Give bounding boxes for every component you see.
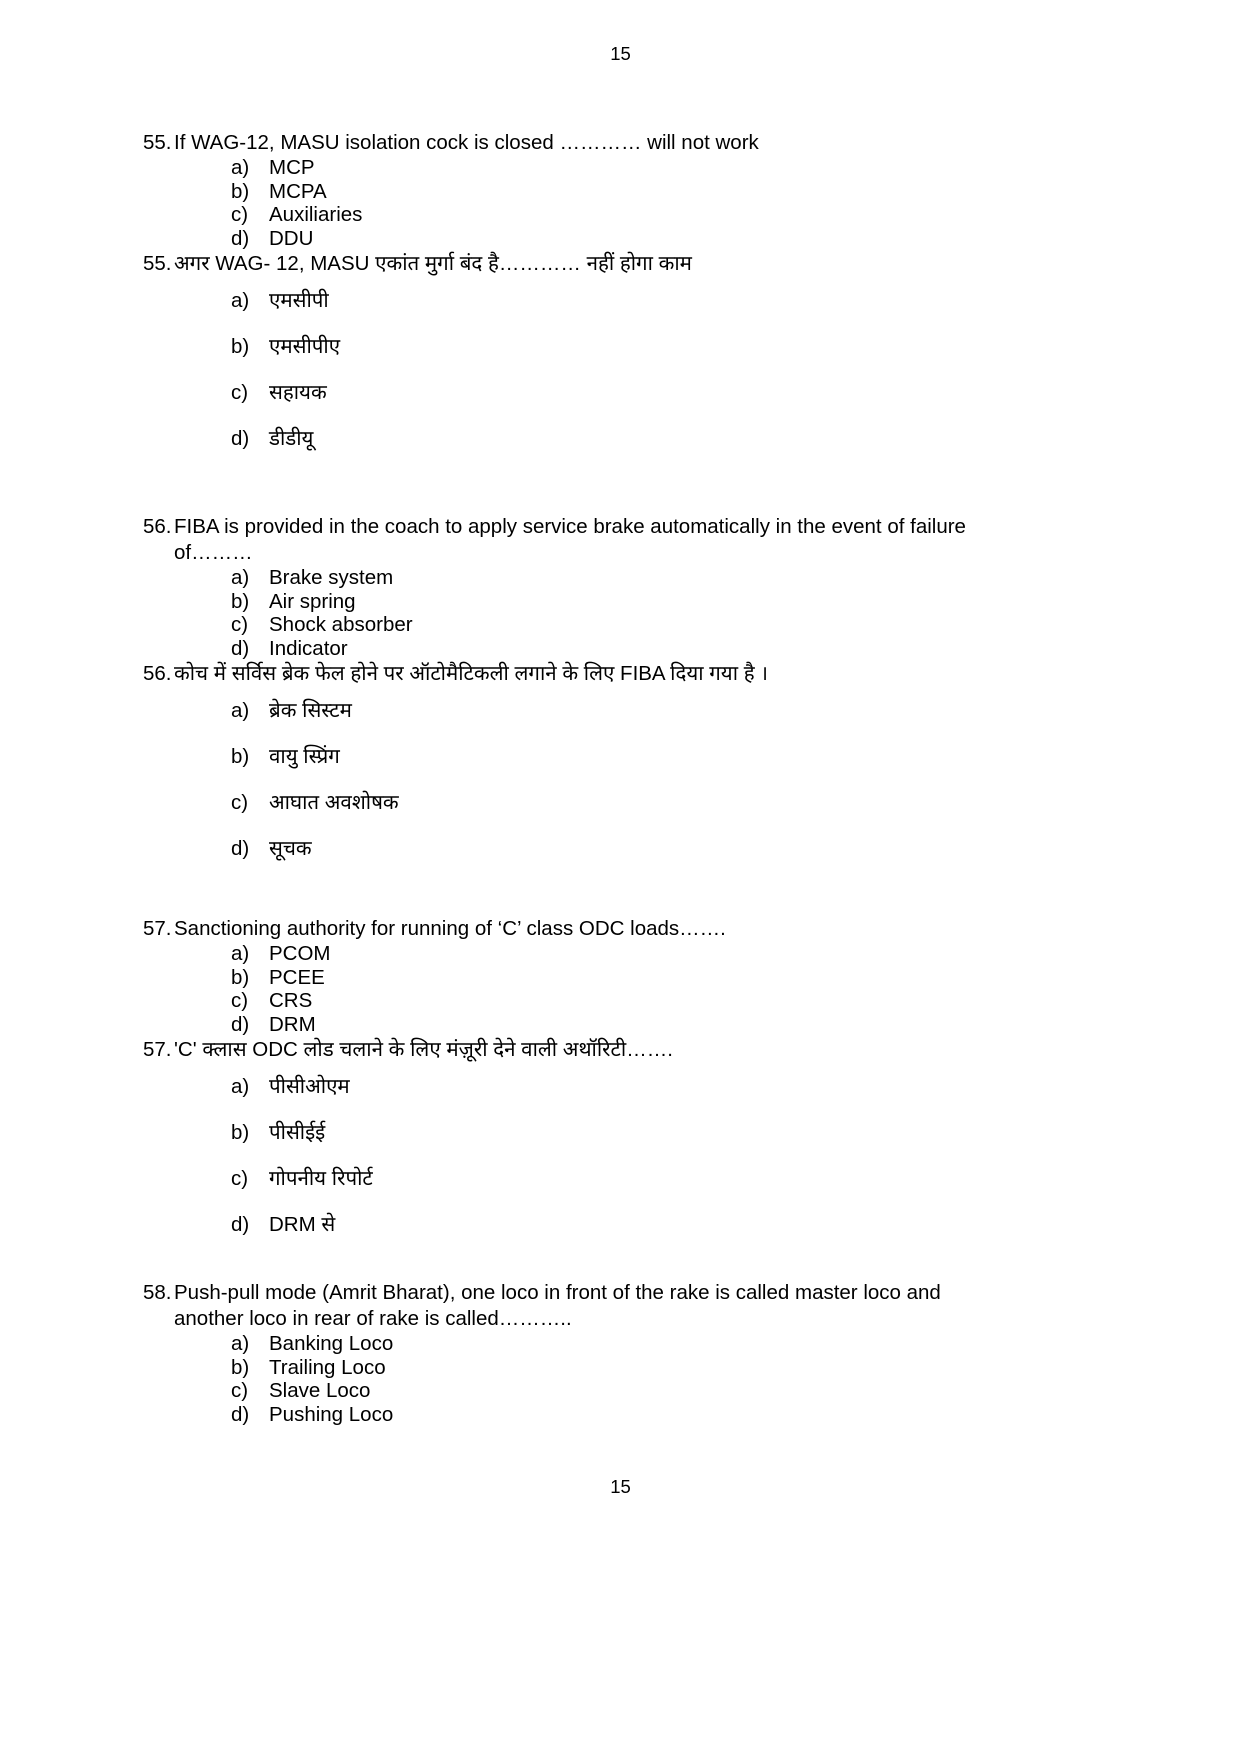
option-text: सूचक [269, 837, 312, 860]
option-text: एमसीपी [269, 289, 329, 312]
option-item[interactable] [143, 942, 1003, 966]
option-text: वायु स्प्रिंग [269, 745, 340, 768]
option-item[interactable] [143, 590, 1003, 614]
option-label: c) [231, 791, 249, 814]
option-label: a) [231, 566, 250, 589]
option-text: DDU [269, 226, 314, 250]
question-text-56-en [143, 514, 1003, 566]
option-label: d) [231, 1402, 250, 1426]
question-block-56-hi [143, 660, 1003, 872]
option-text: Slave Loco [269, 1379, 371, 1402]
option-text: DRM से [269, 1213, 336, 1236]
option-text: सहायक [269, 381, 327, 404]
question-number-55-en: 55. [143, 131, 172, 154]
option-label: a) [231, 1332, 250, 1355]
option-item[interactable] [143, 324, 1003, 370]
option-label: a) [231, 699, 250, 722]
option-label: a) [231, 156, 250, 179]
option-list-55-en [143, 156, 1003, 250]
option-item[interactable] [143, 1379, 1003, 1403]
question-block-57-hi [143, 1036, 1003, 1248]
option-label: c) [231, 381, 249, 404]
option-text: MCP [269, 156, 315, 179]
question-block-57-en [143, 916, 1003, 1036]
section-spacer [143, 1248, 1003, 1280]
question-body-56-en: FIBA is provided in the coach to apply service brake automatically in the event of failure of……… [174, 515, 966, 564]
option-label: b) [231, 965, 250, 989]
question-body-57-hi: 'C' क्लास ODC लोड चलाने के लिए मंज़ूरी देने वाली अथॉरिटी……. [174, 1038, 673, 1061]
option-label: b) [231, 335, 250, 358]
option-label: d) [231, 837, 250, 860]
option-item[interactable] [143, 1156, 1003, 1202]
option-label: c) [231, 613, 249, 636]
option-item[interactable] [143, 989, 1003, 1013]
option-item[interactable] [143, 1110, 1003, 1156]
option-label: b) [231, 589, 250, 613]
option-text: आघात अवशोषक [269, 791, 399, 814]
option-label: d) [231, 427, 250, 450]
option-text: CRS [269, 989, 313, 1012]
option-label: b) [231, 179, 250, 203]
option-text: Shock absorber [269, 613, 413, 636]
question-body-55-en: If WAG-12, MASU isolation cock is closed ………… will not work [174, 131, 759, 154]
question-number-57-hi: 57. [143, 1038, 172, 1061]
option-item[interactable] [143, 1356, 1003, 1380]
option-item[interactable] [143, 416, 1003, 462]
option-label: b) [231, 745, 250, 768]
option-text: MCPA [269, 179, 327, 203]
option-text: ब्रेक सिस्टम [269, 699, 352, 722]
option-text: एमसीपीए [269, 335, 341, 358]
option-item[interactable] [143, 1013, 1003, 1037]
option-text: Air spring [269, 589, 356, 613]
option-text: Banking Loco [269, 1332, 394, 1355]
option-item[interactable] [143, 637, 1003, 661]
option-list-56-hi [143, 688, 1003, 872]
question-number-57-en: 57. [143, 917, 172, 940]
option-text: पीसीईई [269, 1121, 326, 1144]
question-list [143, 130, 1003, 1426]
option-text: Trailing Loco [269, 1355, 386, 1379]
option-text: Pushing Loco [269, 1402, 394, 1426]
option-text: पीसीओएम [269, 1075, 350, 1098]
question-text-58-en [143, 1280, 1003, 1332]
section-spacer [143, 872, 1003, 916]
option-item[interactable] [143, 180, 1003, 204]
option-list-56-en [143, 566, 1003, 660]
option-label: b) [231, 1355, 250, 1379]
option-text: Indicator [269, 636, 348, 660]
question-number-56-hi: 56. [143, 662, 172, 685]
question-block-58-en [143, 1280, 1003, 1426]
question-block-55-en [143, 130, 1003, 250]
option-label: d) [231, 636, 250, 660]
section-spacer [143, 462, 1003, 514]
option-text: डीडीयू [269, 427, 314, 450]
option-text: Auxiliaries [269, 203, 363, 226]
option-item[interactable] [143, 826, 1003, 872]
question-number-55-hi: 55. [143, 252, 172, 275]
option-item[interactable] [143, 1332, 1003, 1356]
option-item[interactable] [143, 227, 1003, 251]
page-number-top: 15 [610, 43, 631, 64]
option-item[interactable] [143, 688, 1003, 734]
question-body-57-en: Sanctioning authority for running of ‘C’ class ODC loads……. [174, 917, 726, 940]
question-body-55-hi: अगर WAG- 12, MASU एकांत मुर्गा बंद है………… नहीं होगा काम [174, 252, 692, 275]
option-item[interactable] [143, 156, 1003, 180]
option-label: d) [231, 1012, 250, 1036]
question-text-55-en [143, 130, 1003, 156]
option-item[interactable] [143, 613, 1003, 637]
option-list-55-hi [143, 278, 1003, 462]
option-text: DRM [269, 1012, 316, 1036]
option-item[interactable] [143, 278, 1003, 324]
question-text-57-en [143, 916, 1003, 942]
option-label: c) [231, 989, 249, 1012]
option-list-58-en [143, 1332, 1003, 1426]
option-item[interactable] [143, 1064, 1003, 1110]
option-text: Brake system [269, 566, 394, 589]
option-label: c) [231, 1167, 249, 1190]
option-label: a) [231, 1075, 250, 1098]
question-text-57-hi [143, 1036, 1003, 1064]
option-text: गोपनीय रिपोर्ट [269, 1167, 373, 1190]
option-label: a) [231, 942, 250, 965]
question-body-56-hi: कोच में सर्विस ब्रेक फेल होने पर ऑटोमैटिकली लगाने के लिए FIBA दिया गया है । [174, 662, 769, 685]
option-label: c) [231, 203, 249, 226]
option-item[interactable] [143, 780, 1003, 826]
option-text: PCEE [269, 965, 325, 989]
question-block-55-hi [143, 250, 1003, 462]
option-list-57-hi [143, 1064, 1003, 1248]
option-item[interactable] [143, 203, 1003, 227]
question-text-55-hi [143, 250, 1003, 278]
question-text-56-hi [143, 660, 1003, 688]
option-list-57-en [143, 942, 1003, 1036]
question-number-58-en: 58. [143, 1281, 172, 1304]
question-number-56-en: 56. [143, 515, 172, 538]
option-label: d) [231, 226, 250, 250]
option-item[interactable] [143, 734, 1003, 780]
option-item[interactable] [143, 1202, 1003, 1248]
option-label: a) [231, 289, 250, 312]
option-item[interactable] [143, 1403, 1003, 1427]
option-item[interactable] [143, 566, 1003, 590]
question-block-56-en [143, 514, 1003, 660]
option-text: PCOM [269, 942, 331, 965]
option-item[interactable] [143, 966, 1003, 990]
question-body-58-en: Push-pull mode (Amrit Bharat), one loco in front of the rake is called master loco and another loco in rear of rake is called……….. [174, 1281, 941, 1330]
page-number-bottom: 15 [610, 1476, 631, 1497]
option-item[interactable] [143, 370, 1003, 416]
option-label: c) [231, 1379, 249, 1402]
option-label: d) [231, 1213, 250, 1236]
option-label: b) [231, 1121, 250, 1144]
